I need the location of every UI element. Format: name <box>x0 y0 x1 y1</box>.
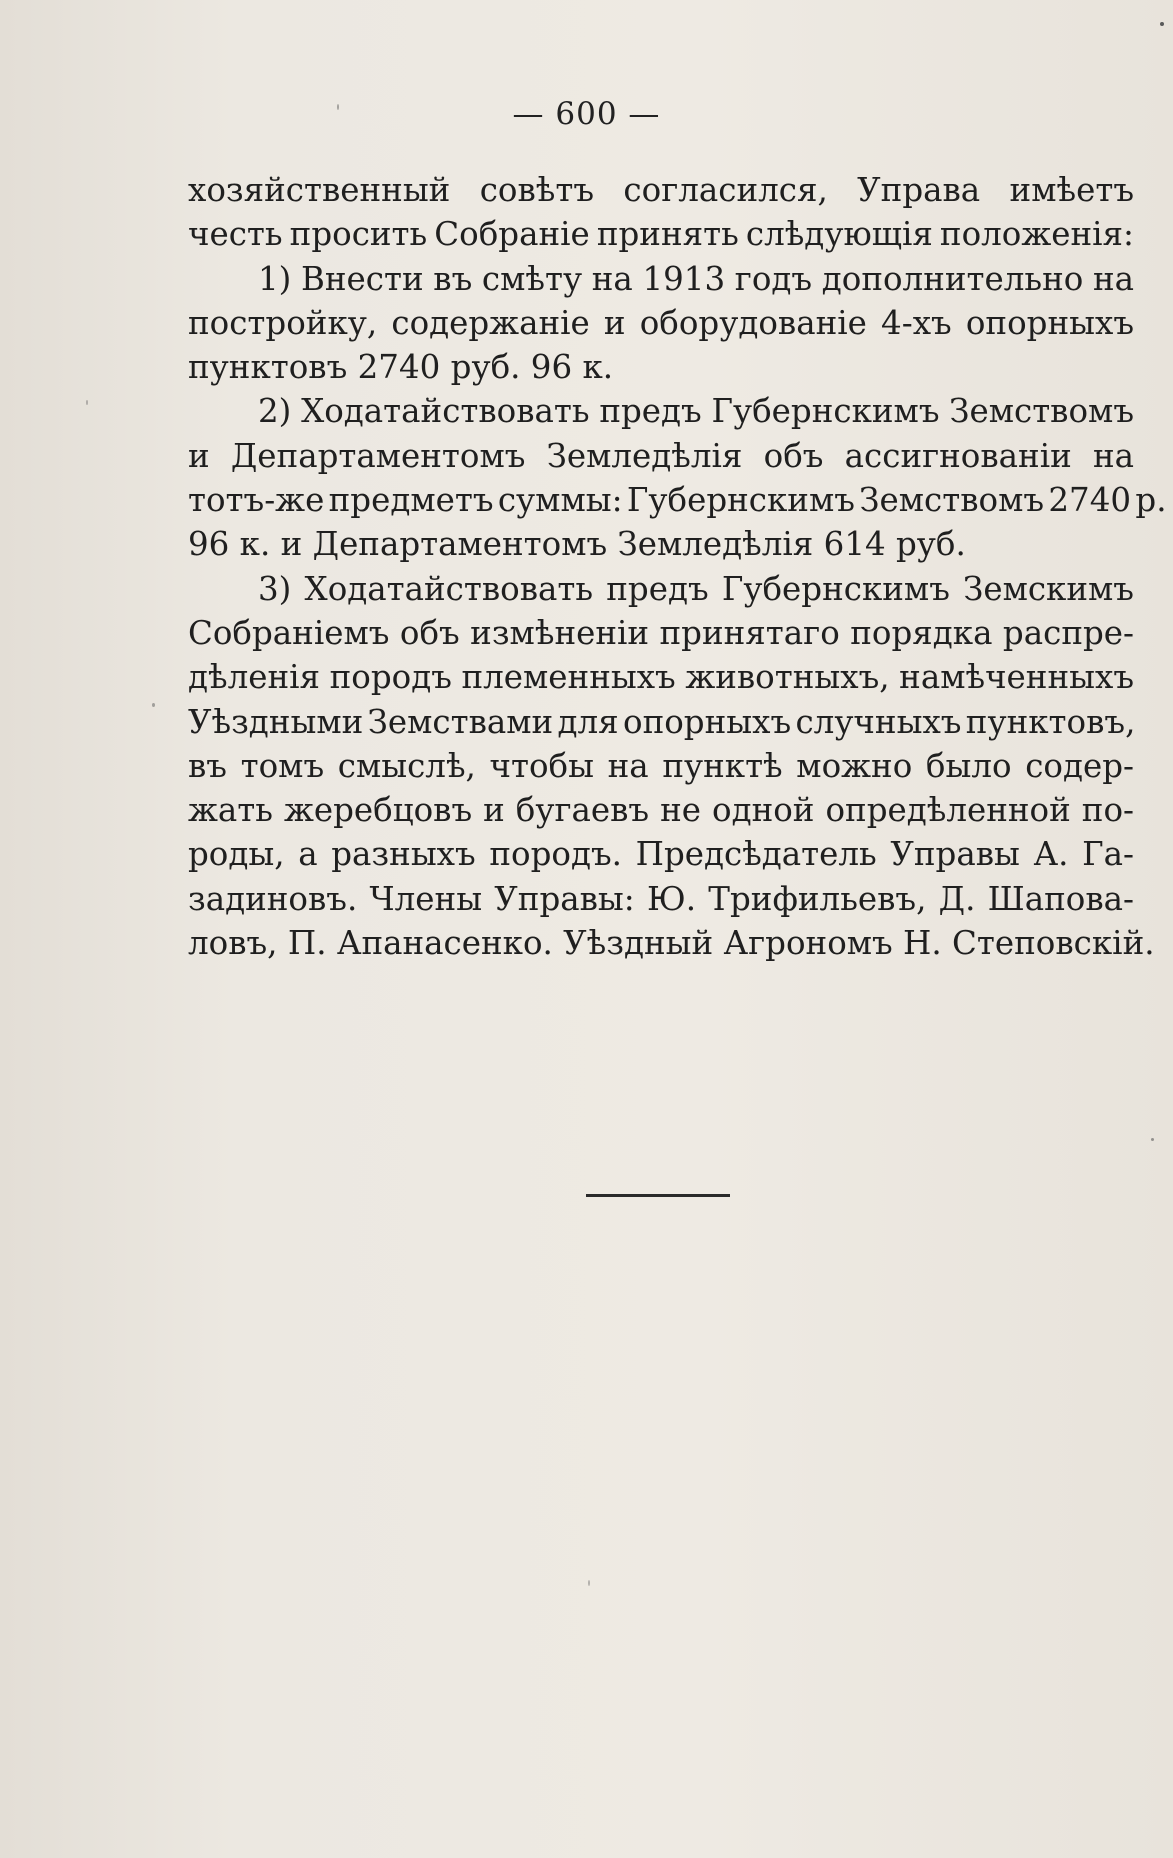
text-line: постройку, содержаніе и оборудованіе 4-хъ опорныхъ <box>188 303 1134 342</box>
text-line: жать жеребцовъ и бугаевъ не одной опредѣленной по- <box>188 791 1134 830</box>
text-line: Собраніемъ объ измѣненіи принятаго порядка распре- <box>188 613 1134 652</box>
text-line: ловъ, П. Апанасенко. Уѣздный Агрономъ Н. Степовскій. <box>188 924 1155 963</box>
paragraph-1-start: 1) Внести въ смѣту на 1913 годъ дополнительно на <box>258 259 1134 298</box>
body-text <box>188 168 1167 965</box>
text-line: тотъ-же предметъ суммы: Губернскимъ Земствомъ 2740 р. <box>188 481 1167 520</box>
page-number: — 600 — <box>512 96 661 132</box>
paper-speck <box>1151 1138 1154 1141</box>
text-line: и Департаментомъ Земледѣлія объ ассигнованіи на <box>188 436 1134 475</box>
paragraph-2-start: 2) Ходатайствовать предъ Губернскимъ Земствомъ <box>258 392 1134 431</box>
text-line: Уѣздными Земствами для опорныхъ случныхъ пунктовъ, <box>188 702 1136 741</box>
paper-speck <box>86 400 88 405</box>
section-end-rule <box>586 1194 730 1197</box>
text-line: 96 к. и Департаментомъ Земледѣлія 614 руб. <box>188 525 966 564</box>
paper-speck <box>152 703 155 707</box>
text-line: задиновъ. Члены Управы: Ю. Трифильевъ, Д. Шапова- <box>188 879 1134 918</box>
text-line: роды, а разныхъ породъ. Предсѣдатель Управы А. Га- <box>188 835 1134 874</box>
text-line: честь просить Собраніе принять слѣдующія положенія: <box>188 215 1134 254</box>
paper-speck <box>1160 22 1164 26</box>
text-line: дѣленія породъ племенныхъ животныхъ, намѣченныхъ <box>188 658 1134 697</box>
paragraph-3-start: 3) Ходатайствовать предъ Губернскимъ Земскимъ <box>258 569 1134 608</box>
paper-speck <box>588 1580 590 1586</box>
text-line: хозяйственный совѣтъ согласился, Управа имѣетъ <box>188 171 1134 209</box>
text-line: пунктовъ 2740 руб. 96 к. <box>188 348 614 387</box>
paper-speck <box>337 104 339 110</box>
text-line: въ томъ смыслѣ, чтобы на пунктѣ можно было содер- <box>188 746 1134 785</box>
